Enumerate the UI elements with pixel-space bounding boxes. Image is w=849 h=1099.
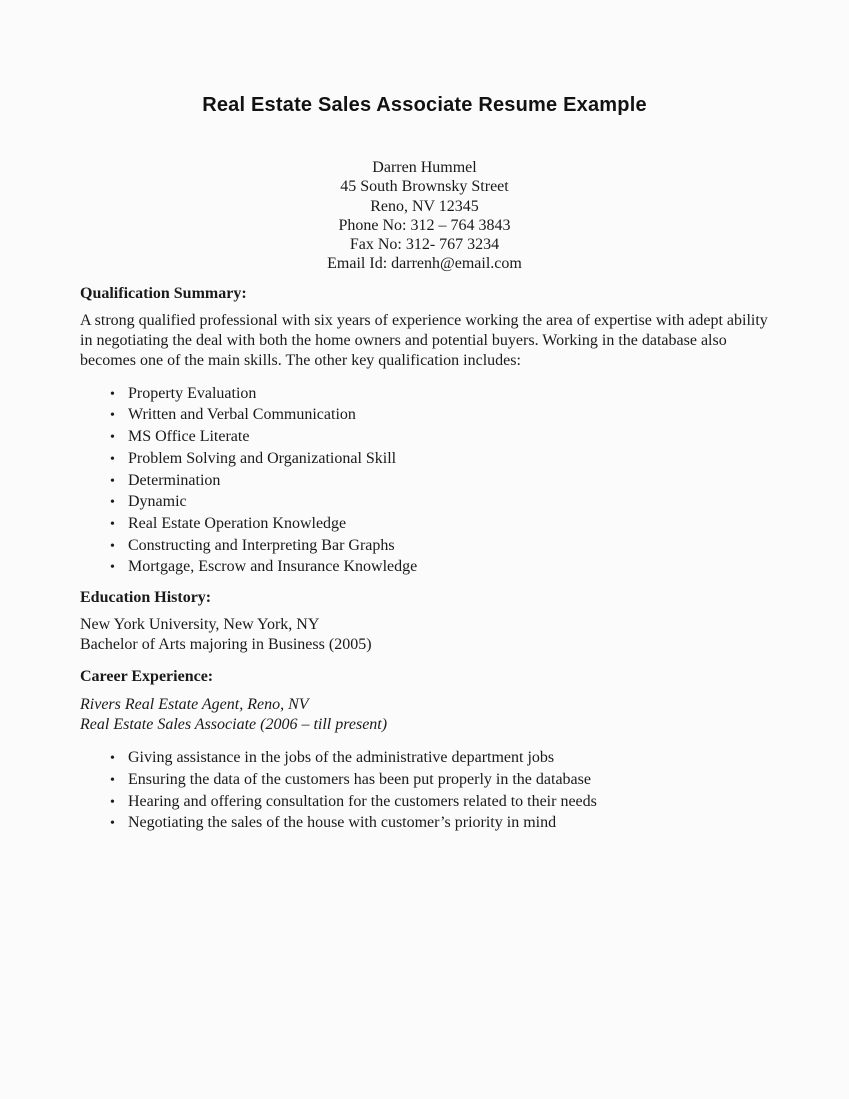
list-item-text: Written and Verbal Communication (128, 406, 356, 424)
bullet-marker: • (110, 816, 115, 832)
section-heading-qualification: Qualification Summary: (80, 284, 247, 302)
bullet-marker: • (110, 560, 115, 576)
bullet-marker: • (110, 538, 115, 554)
section-heading-career: Career Experience: (80, 668, 214, 686)
bullet-marker: • (110, 517, 115, 532)
bullet-marker: • (110, 408, 115, 424)
education-block (80, 615, 771, 655)
list-item-text: Property Evaluation (128, 384, 257, 402)
career-employer: Rivers Real Estate Agent, Reno, NV (80, 696, 309, 714)
duties-list (80, 748, 771, 835)
contact-fax: Fax No: 312- 767 3234 (349, 236, 500, 254)
list-item (110, 492, 771, 514)
list-item (110, 748, 771, 770)
list-item-text: Giving assistance in the jobs of the administrative department jobs (128, 749, 555, 767)
bullet-marker: • (110, 473, 115, 489)
list-item-text: Real Estate Operation Knowledge (128, 515, 347, 532)
list-item (110, 471, 771, 493)
list-item (110, 405, 771, 427)
skills-list (80, 384, 771, 579)
list-item-text: Mortgage, Escrow and Insurance Knowledge (128, 558, 418, 576)
list-item (110, 770, 771, 792)
bullet-marker: • (110, 451, 115, 467)
list-item (110, 427, 771, 449)
list-item (110, 813, 771, 835)
list-item-text: Ensuring the data of the customers has been put properly in the database (128, 770, 591, 788)
contact-email: Email Id: darrenh@email.com (327, 255, 522, 273)
list-item-text: Negotiating the sales of the house with customer’s priority in mind (128, 814, 557, 832)
list-item-text: Hearing and offering consultation for the customers related to their needs (128, 792, 597, 810)
contact-street: 45 South Brownsky Street (340, 178, 509, 196)
section-heading-education: Education History: (80, 589, 212, 607)
career-employer-block (80, 695, 771, 735)
list-item (110, 449, 771, 471)
page-title: Real Estate Sales Associate Resume Example (202, 94, 647, 116)
bullet-marker: • (110, 794, 115, 810)
education-school: New York University, New York, NY (80, 616, 320, 634)
qualification-summary-text: A strong qualified professional with six years of experience working the area of expertise with adept ability in negotiating the deal with both the home owners and potential buyers. Working in the database also becomes one of the main skills. The other key qualification includes: (80, 311, 768, 369)
bullet-marker: • (110, 751, 115, 767)
career-role: Real Estate Sales Associate (2006 – till present) (80, 716, 388, 734)
list-item-text: Dynamic (128, 493, 187, 511)
bullet-marker: • (110, 386, 115, 402)
list-item-text: Constructing and Interpreting Bar Graphs (128, 536, 395, 554)
list-item (110, 514, 771, 536)
bullet-marker: • (110, 495, 115, 511)
bullet-marker: • (110, 772, 115, 788)
list-item-text: Determination (128, 471, 221, 489)
contact-name: Darren Hummel (372, 159, 477, 176)
list-item (110, 384, 771, 406)
document-body (80, 284, 771, 835)
list-item (110, 792, 771, 814)
list-item-text: MS Office Literate (128, 428, 250, 446)
bullet-marker: • (110, 430, 115, 446)
list-item (110, 536, 771, 558)
list-item (110, 557, 771, 579)
contact-block (0, 158, 849, 274)
contact-city: Reno, NV 12345 (370, 197, 479, 215)
list-item-text: Problem Solving and Organizational Skill (128, 449, 397, 467)
contact-phone: Phone No: 312 – 764 3843 (338, 216, 511, 234)
education-degree: Bachelor of Arts majoring in Business (2005) (80, 636, 372, 654)
